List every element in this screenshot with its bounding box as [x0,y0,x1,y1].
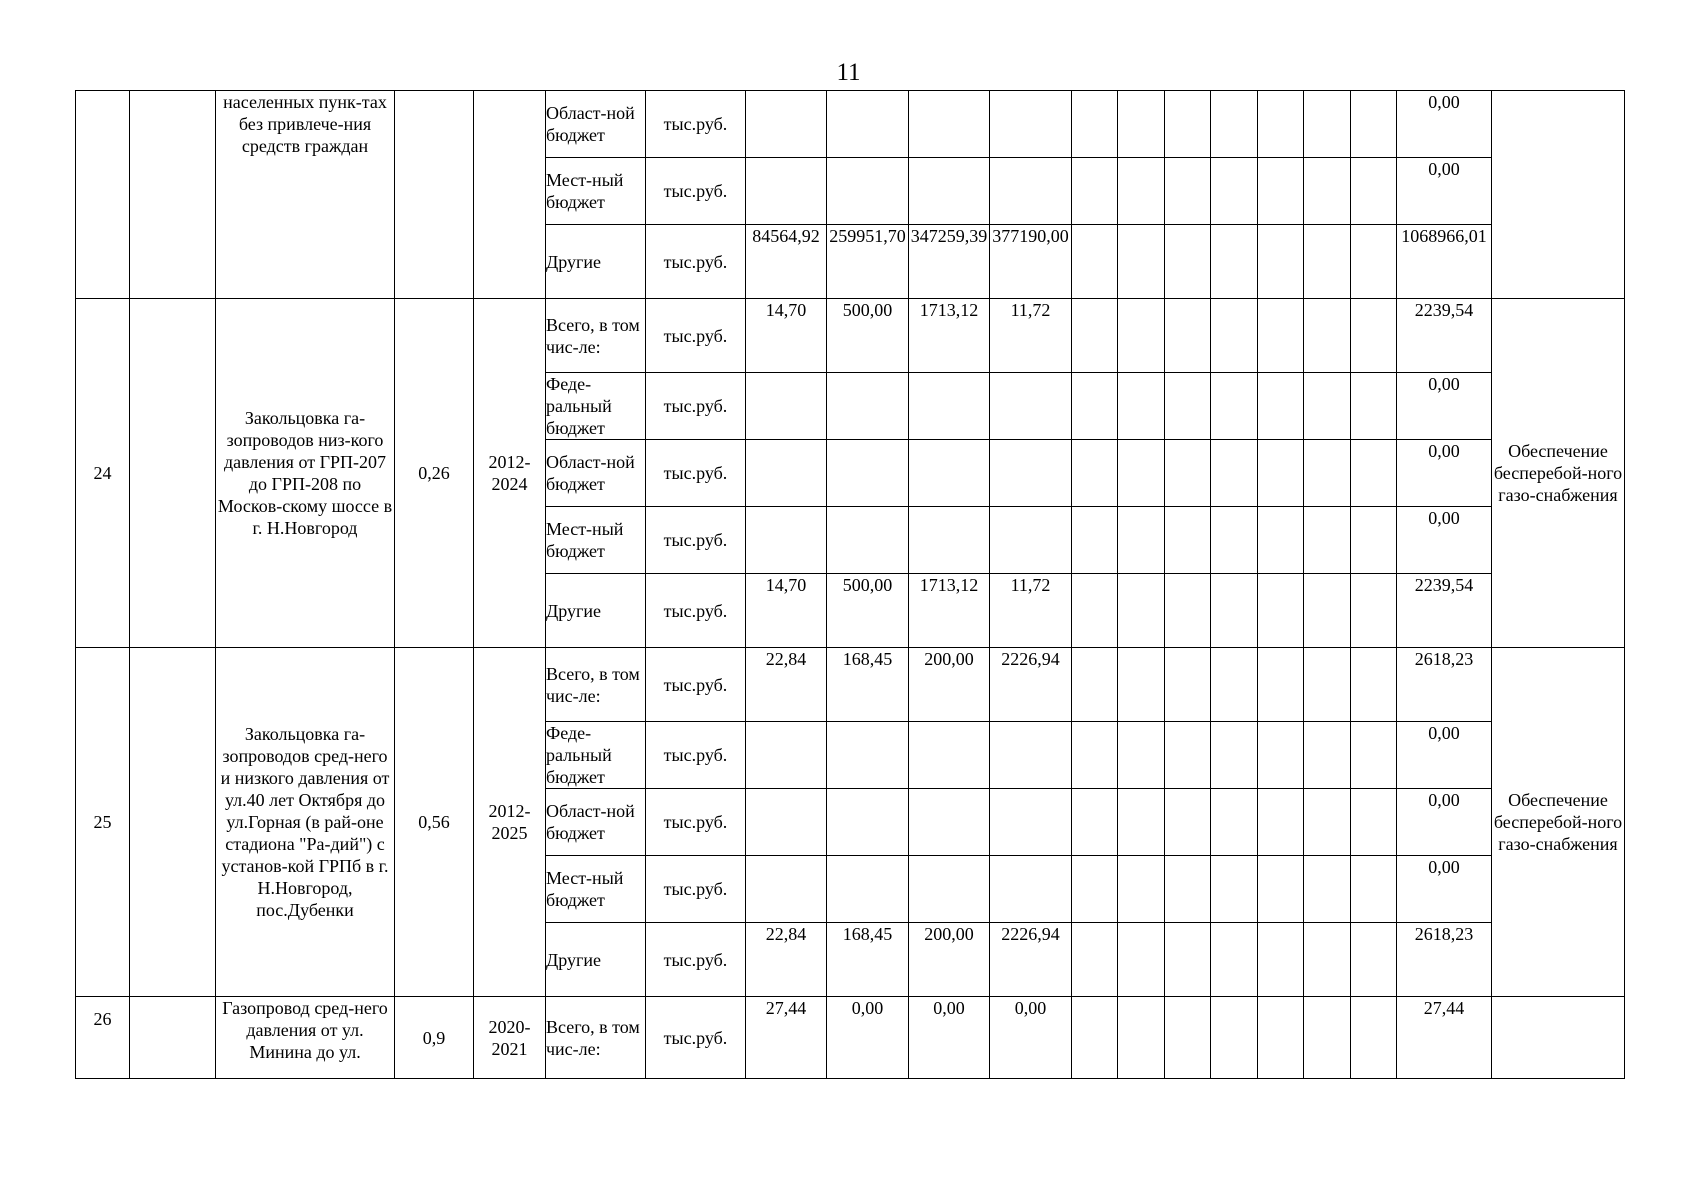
year-value: 14,70 [746,574,827,648]
object-name: Закольцовка га-зопроводов низ-кого давления от ГРП-207 до ГРП-208 по Москов-скому шоссе в г. Н.Новгород [216,299,395,648]
page-number: 11 [836,59,861,86]
unit: тыс.руб. [646,789,746,856]
year-value: 1713,12 [909,574,990,648]
purpose: Обеспечение бесперебой-ного газо-снабжения [1492,299,1625,648]
table-row [76,648,1625,722]
table-row [76,299,1625,373]
purpose-cell [1492,91,1625,299]
unit: тыс.руб. [646,158,746,225]
funding-source: Всего, в том чис-ле: [546,648,646,722]
funding-source: Феде-ральный бюджет [546,373,646,440]
funding-source: Област-ной бюджет [546,789,646,856]
years: 2012-2025 [474,648,546,997]
pipeline-length: 0,26 [395,299,474,648]
funding-source: Другие [546,574,646,648]
row-total: 0,00 [1397,373,1492,440]
row-number: 26 [76,997,130,1079]
year-value: 377190,00 [990,225,1072,299]
year-value: 500,00 [827,299,909,373]
row-total: 0,00 [1397,158,1492,225]
row-total: 27,44 [1397,997,1492,1079]
unit: тыс.руб. [646,856,746,923]
funding-source: Всего, в том чис-ле: [546,299,646,373]
year-value: 0,00 [990,997,1072,1079]
year-value: 2226,94 [990,923,1072,997]
purpose: Обеспечение бесперебой-ного газо-снабжения [1492,648,1625,997]
funding-source: Област-ной бюджет [546,91,646,158]
unit: тыс.руб. [646,574,746,648]
row-total: 0,00 [1397,507,1492,574]
row-total: 0,00 [1397,440,1492,507]
funding-source: Област-ной бюджет [546,440,646,507]
program-table [75,90,1625,1079]
funding-source: Всего, в том чис-ле: [546,997,646,1079]
year-value: 22,84 [746,923,827,997]
funding-source: Мест-ный бюджет [546,507,646,574]
year-value: 11,72 [990,299,1072,373]
year-value: 1713,12 [909,299,990,373]
unit: тыс.руб. [646,373,746,440]
row-total: 2239,54 [1397,299,1492,373]
year-value: 11,72 [990,574,1072,648]
row-number: 24 [76,299,130,648]
row-total: 0,00 [1397,789,1492,856]
funding-source: Мест-ный бюджет [546,158,646,225]
object-name: населенных пунк-тах без привлече-ния средств граждан [216,91,395,299]
row-total: 2618,23 [1397,923,1492,997]
row-total: 0,00 [1397,856,1492,923]
unit: тыс.руб. [646,299,746,373]
unit: тыс.руб. [646,225,746,299]
year-value: 168,45 [827,648,909,722]
pipeline-length: 0,56 [395,648,474,997]
year-value: 84564,92 [746,225,827,299]
year-value: 347259,39 [909,225,990,299]
unit: тыс.руб. [646,648,746,722]
year-value: 0,00 [909,997,990,1079]
object-name: Закольцовка га-зопроводов сред-него и низкого давления от ул.40 лет Октября до ул.Горная (в рай-оне стадиона "Ра-дий") с установ-кой ГРПб в г. Н.Новгород, пос.Дубенки [216,648,395,997]
year-value: 168,45 [827,923,909,997]
table-row [76,91,1625,158]
object-name: Газопровод сред-него давления от ул. Минина до ул. [216,997,395,1079]
unit: тыс.руб. [646,722,746,789]
table-row [76,997,1625,1079]
unit: тыс.руб. [646,91,746,158]
unit: тыс.руб. [646,440,746,507]
year-value: 200,00 [909,923,990,997]
year-value: 27,44 [746,997,827,1079]
unit: тыс.руб. [646,997,746,1079]
funding-source: Мест-ный бюджет [546,856,646,923]
years: 2020-2021 [474,997,546,1079]
year-value: 0,00 [827,997,909,1079]
year-value: 2226,94 [990,648,1072,722]
row-total: 2618,23 [1397,648,1492,722]
unit: тыс.руб. [646,923,746,997]
row-total: 0,00 [1397,91,1492,158]
row-number: 25 [76,648,130,997]
funding-source: Другие [546,923,646,997]
year-value: 200,00 [909,648,990,722]
row-total: 0,00 [1397,722,1492,789]
year-value: 500,00 [827,574,909,648]
funding-source: Другие [546,225,646,299]
funding-source: Феде-ральный бюджет [546,722,646,789]
year-value: 22,84 [746,648,827,722]
row-total: 2239,54 [1397,574,1492,648]
row-number-cell [76,91,130,299]
unit: тыс.руб. [646,507,746,574]
years: 2012-2024 [474,299,546,648]
row-total: 1068966,01 [1397,225,1492,299]
year-value: 14,70 [746,299,827,373]
pipeline-length: 0,9 [395,997,474,1079]
year-value: 259951,70 [827,225,909,299]
